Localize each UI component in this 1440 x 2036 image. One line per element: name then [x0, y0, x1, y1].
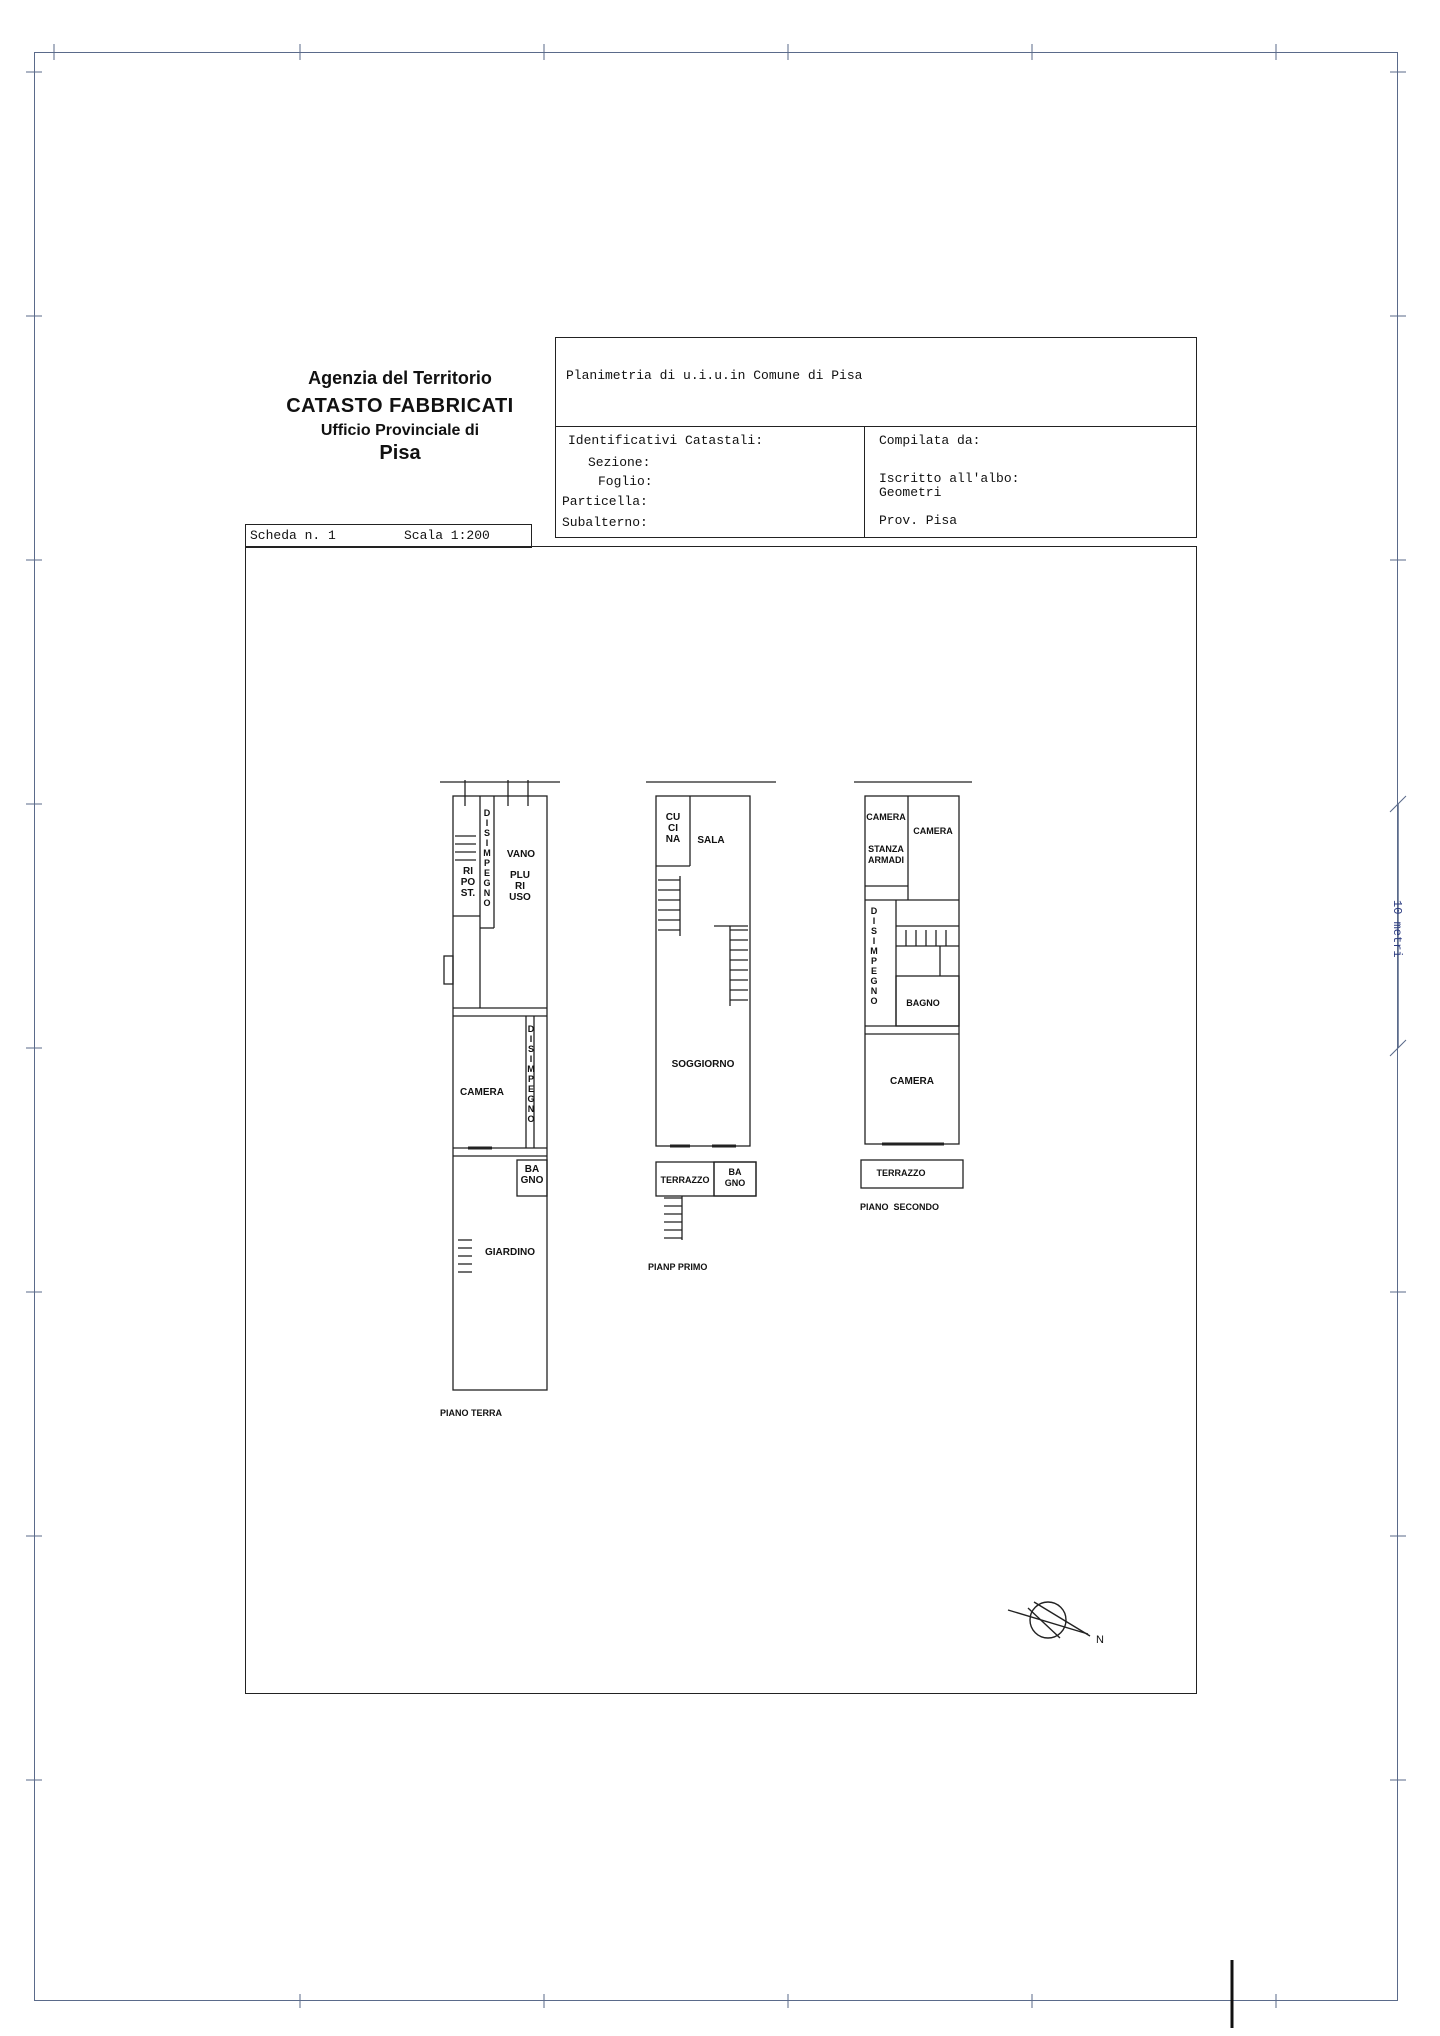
room-disimpegno-terra-top: D I S I M P E G N O [483, 808, 491, 908]
room-camera-secondo-3: CAMERA [890, 1076, 934, 1087]
ids-heading: Identificativi Catastali: [568, 433, 764, 448]
agency-name: Agenzia del Territorio [308, 368, 492, 388]
subalterno-label: Subalterno: [562, 515, 648, 530]
particella-label: Particella: [562, 494, 648, 509]
room-disimpegno-terra-mid: D I S I M P E G N O [527, 1024, 535, 1124]
floor-label-terra: PIANO TERRA [440, 1408, 503, 1418]
room-pluriuso: PLU RI USO [509, 870, 531, 903]
sezione-label: Sezione: [588, 455, 651, 470]
room-bagno-secondo: BAGNO [906, 998, 940, 1008]
room-camera-terra: CAMERA [460, 1087, 504, 1098]
city-name: Pisa [379, 442, 421, 464]
room-vano: VANO [506, 849, 536, 860]
scale-bar-label: 10 metri [1390, 900, 1404, 958]
plan-piano-primo [646, 782, 776, 1240]
room-terrazzo-primo: TERRAZZO [660, 1175, 710, 1185]
iscritto-label: Iscritto all'albo: [879, 471, 1020, 486]
albo-value: Geometri [879, 485, 942, 500]
room-disimpegno-secondo: D I S I M P E G N O [870, 906, 878, 1006]
room-camera-secondo-2: CAMERA [913, 826, 953, 836]
room-bagno-terra: BA GNO [520, 1164, 544, 1186]
room-cucina: CU CI NA [665, 812, 681, 845]
room-giardino: GIARDINO [485, 1247, 535, 1258]
room-camera-secondo-1: CAMERA [866, 812, 906, 822]
room-sala: SALA [697, 835, 725, 846]
room-terrazzo-secondo: TERRAZZO [876, 1168, 926, 1178]
scheda-number: Scheda n. 1 [250, 528, 336, 543]
north-label: N [1096, 1634, 1104, 1646]
plan-title: Planimetria di u.i.u.in Comune di Pisa [566, 368, 863, 383]
north-arrow [1008, 1602, 1090, 1638]
floor-label-secondo: PIANO SECONDO [860, 1202, 940, 1212]
ufficio-label: Ufficio Provinciale di [320, 422, 480, 439]
compilata-label: Compilata da: [879, 433, 981, 448]
floor-label-primo: PIANP PRIMO [648, 1262, 708, 1272]
scheda-scale: Scala 1:200 [404, 528, 490, 543]
room-soggiorno: SOGGIORNO [671, 1059, 735, 1070]
room-stanza-armadi: STANZA ARMADI [868, 844, 904, 865]
room-ripost: RI PO ST. [460, 866, 476, 899]
room-bagno-primo: BA GNO [724, 1167, 746, 1188]
prov-label: Prov. Pisa [879, 513, 958, 528]
catasto-title: CATASTO FABBRICATI [286, 395, 514, 417]
foglio-label: Foglio: [598, 474, 653, 489]
